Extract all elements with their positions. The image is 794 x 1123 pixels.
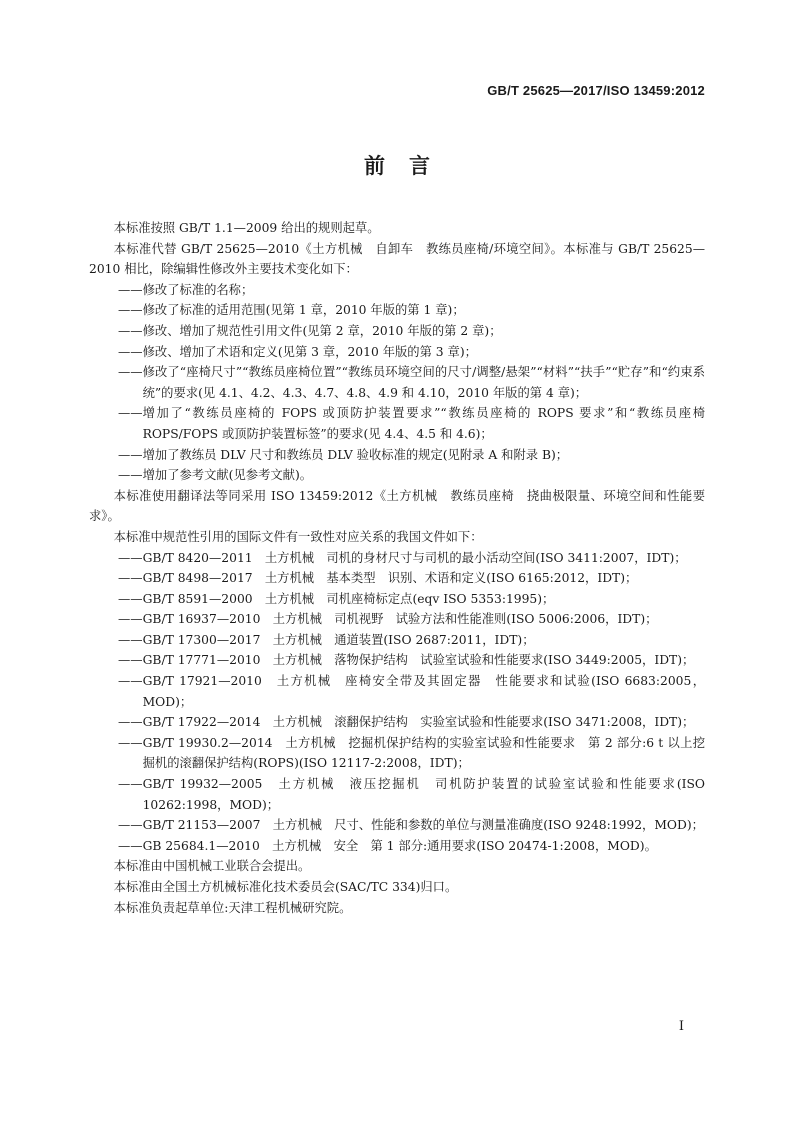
dash-marker: ——	[118, 674, 143, 689]
references-list	[89, 548, 705, 857]
list-item: —— 修改、增加了术语和定义(见第 3 章，2010 年版的第 3 章)；	[89, 342, 705, 363]
list-item: —— 增加了“教练员座椅的 FOPS 或顶防护装置要求”“教练员座椅的 ROPS 要求”和“教练员座椅 ROPS/FOPS 或顶防护装置标签”的要求(见 4.4、4.5 和 4.6)；	[89, 403, 705, 444]
paragraph-correspondence: 本标准中规范性引用的国际文件有一致性对应关系的我国文件如下：	[113, 529, 483, 544]
list-item: —— GB/T 17771—2010 土方机械 落物保护结构 试验室试验和性能要求(ISO 3449:2005，IDT)；	[89, 650, 705, 671]
page-title: 前言	[364, 154, 454, 178]
paragraph-committee: 本标准由全国土方机械标准化技术委员会(SAC/TC 334)归口。	[113, 880, 458, 894]
list-item: —— 修改了标准的适用范围(见第 1 章，2010 年版的第 1 章)；	[89, 300, 705, 321]
list-item: —— GB 25684.1—2010 土方机械 安全 第 1 部分:通用要求(ISO 20474-1:2008，MOD)。	[89, 836, 705, 857]
dash-marker: ——	[118, 735, 143, 750]
body-text	[89, 218, 705, 918]
dash-marker: ——	[118, 406, 143, 421]
list-item: —— 增加了参考文献(见参考文献)。	[89, 465, 705, 486]
dash-marker: ——	[118, 323, 143, 338]
dash-marker: ——	[118, 447, 143, 462]
changes-list	[89, 280, 705, 486]
paragraph-proposer: 本标准由中国机械工业联合会提出。	[113, 859, 311, 874]
dash-marker: ——	[118, 777, 143, 792]
dash-marker: ——	[118, 653, 143, 668]
paragraph-drafting-rules: 本标准按照 GB/T 1.1—2009 给出的规则起草。	[113, 221, 380, 235]
dash-marker: ——	[118, 715, 143, 730]
list-item: —— GB/T 8591—2000 土方机械 司机座椅标定点(eqv ISO 5353:1995)；	[89, 589, 705, 610]
dash-marker: ——	[118, 571, 143, 586]
list-item: —— GB/T 19930.2—2014 土方机械 挖掘机保护结构的实验室试验和性能要求 第 2 部分:6 t 以上挖掘机的滚翻保护结构(ROPS)(ISO 12117-2:2008，IDT)；	[89, 733, 705, 774]
dash-marker: ——	[118, 365, 143, 380]
dash-marker: ——	[118, 612, 143, 627]
dash-marker: ——	[118, 282, 143, 297]
paragraph-adoption: 本标准使用翻译法等同采用 ISO 13459:2012《土方机械 教练员座椅 挠曲极限量、环境空间和性能要求》。	[89, 488, 705, 524]
list-item: —— GB/T 19932—2005 土方机械 液压挖掘机 司机防护装置的试验室试验和性能要求(ISO 10262:1998，MOD)；	[89, 774, 705, 815]
dash-marker: ——	[118, 838, 143, 853]
list-item: —— GB/T 17921—2010 土方机械 座椅安全带及其固定器 性能要求和试验(ISO 6683:2005，MOD)；	[89, 671, 705, 712]
list-item: —— GB/T 16937—2010 土方机械 司机视野 试验方法和性能准则(ISO 5006:2006，IDT)；	[89, 609, 705, 630]
list-item: —— 修改了标准的名称；	[89, 280, 705, 301]
paragraph-replaces: 本标准代替 GB/T 25625—2010《土方机械 自卸车 教练员座椅/环境空间》。本标准与 GB/T 25625—2010 相比，除编辑性修改外主要技术变化如下：	[89, 241, 705, 277]
list-item: —— GB/T 8498—2017 土方机械 基本类型 识别、术语和定义(ISO 6165:2012，IDT)；	[89, 568, 705, 589]
dash-marker: ——	[118, 303, 143, 318]
dash-marker: ——	[118, 468, 143, 483]
dash-marker: ——	[118, 344, 143, 359]
dash-marker: ——	[118, 591, 143, 606]
page-number: I	[678, 1019, 684, 1034]
dash-marker: ——	[118, 818, 143, 833]
standard-number: GB/T 25625—2017/ISO 13459:2012	[487, 83, 705, 98]
list-item: —— GB/T 8420—2011 土方机械 司机的身材尺寸与司机的最小活动空间(ISO 3411:2007，IDT)；	[89, 548, 705, 569]
list-item: —— GB/T 17300—2017 土方机械 通道装置(ISO 2687:2011，IDT)；	[89, 630, 705, 651]
dash-marker: ——	[118, 550, 143, 565]
paragraph-drafting-unit: 本标准负责起草单位:天津工程机械研究院。	[113, 900, 352, 915]
list-item: —— 修改了“座椅尺寸”“教练员座椅位置”“教练员环境空间的尺寸/调整/悬架”“材料”“扶手”“贮存”和“约束系统”的要求(见 4.1、4.2、4.3、4.7、4.8、4.9 和 4.10，2010 年版的第 4 章)；	[89, 362, 705, 403]
list-item: —— 增加了教练员 DLV 尺寸和教练员 DLV 验收标准的规定(见附录 A 和附录 B)；	[89, 445, 705, 466]
list-item: —— GB/T 21153—2007 土方机械 尺寸、性能和参数的单位与测量准确度(ISO 9248:1992，MOD)；	[89, 815, 705, 836]
list-item: —— GB/T 17922—2014 土方机械 滚翻保护结构 实验室试验和性能要求(ISO 3471:2008，IDT)；	[89, 712, 705, 733]
dash-marker: ——	[118, 632, 143, 647]
list-item: —— 修改、增加了规范性引用文件(见第 2 章，2010 年版的第 2 章)；	[89, 321, 705, 342]
